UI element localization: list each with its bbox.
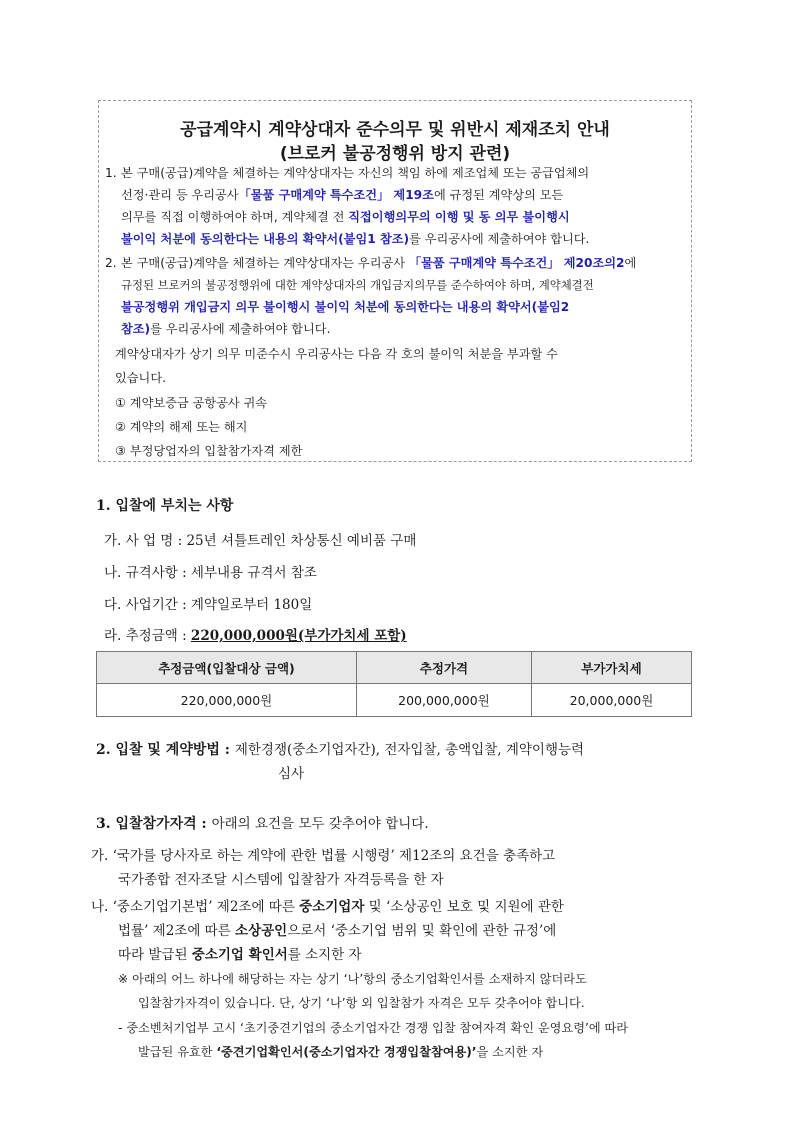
section3-b3-a: 따라 발급된 xyxy=(118,947,192,963)
penalty-3: ③ 부정당업자의 입찰참가자격 제한 xyxy=(115,444,303,458)
item2-line4-b: 를 우리공사에 제출하여야 합니다. xyxy=(150,322,331,336)
penalty-1: ① 계약보증금 공항공사 귀속 xyxy=(115,396,268,410)
item2-number: 2. xyxy=(105,256,117,270)
notice-subtitle: (브로커 불공정행위 방지 관련) xyxy=(279,144,511,164)
section3-b1-a: 나. ‘중소기업기본법’ 제2조에 따른 xyxy=(91,899,300,915)
table-row xyxy=(97,684,692,717)
penalty-2: ② 계약의 해제 또는 해지 xyxy=(115,420,248,434)
section3-item-a-line2: 국가종합 전자조달 시스템에 입찰참가 자격등록을 한 자 xyxy=(118,872,444,888)
table-header: 추정금액(입찰대상 금액) xyxy=(97,652,357,684)
section3-line xyxy=(96,814,429,834)
item1-line4 xyxy=(121,231,589,247)
estimated-amount-label: 라. 추정금액 : xyxy=(104,628,191,644)
section3-item-b-line2 xyxy=(118,921,556,941)
item2-line4-a: 참조) xyxy=(121,322,151,336)
item2-line4 xyxy=(121,321,330,337)
item1-line1: 본 구매(공급)계약을 체결하는 계약상대자는 자신의 책임 하에 제조업체 또는 공급업체의 xyxy=(121,166,590,180)
table-cell: 200,000,000원 xyxy=(356,684,531,717)
dash-line2 xyxy=(138,1043,543,1061)
item1-line3 xyxy=(121,209,570,225)
note-line1: ※ 아래의 어느 하나에 해당하는 자는 상기 ‘나’항의 중소기업확인서를 소재하지 않더라도 xyxy=(118,972,587,986)
table-cell: 220,000,000원 xyxy=(97,684,357,717)
item1-line4-b: 를 우리공사에 제출하여야 합니다. xyxy=(409,232,590,246)
item2-clause-ref: 「물품 구매계약 특수조건」 제20조의2 xyxy=(408,256,625,270)
section2-text: 제한경쟁(중소기업자간), 전자입찰, 총액입찰, 계약이행능력 xyxy=(234,742,585,758)
item1-line2-a: 선정·관리 등 우리공사 xyxy=(121,188,239,202)
dash2-c: 을 소지한 자 xyxy=(476,1045,544,1059)
item1-line2-c: 에 규정된 계약상의 모든 xyxy=(433,188,564,202)
notice-box xyxy=(98,100,692,462)
section1-item-d xyxy=(104,626,407,646)
section3-intro: 아래의 요건을 모두 갖추어야 합니다. xyxy=(211,816,429,832)
section1-title: 1. 입찰에 부치는 사항 xyxy=(96,498,234,514)
dash-line1: - 중소벤처기업부 고시 ‘초기중견기업의 중소기업자간 경쟁 입찰 참여자격 확인 운영요령’에 따라 xyxy=(118,1021,629,1035)
item1-line3-a: 의무를 직접 이행하여야 하며, 계약체결 전 xyxy=(121,210,349,224)
amount-table xyxy=(96,651,692,717)
section2-line1 xyxy=(96,740,584,760)
table-header-row xyxy=(97,652,692,684)
item2-line2: 규정된 브로커의 불공정행위에 대한 계약상대자의 개입금지의무를 준수하여야 하며, 계약체결전 xyxy=(121,278,594,292)
table-header: 추정가격 xyxy=(356,652,531,684)
item1-clause-ref: 「물품 구매계약 특수조건」 제19조 xyxy=(238,188,434,202)
estimated-amount-value: 220,000,000원(부가가치세 포함) xyxy=(190,628,407,644)
item2-line3: 불공정행위 개입금지 의무 불이행시 불이익 처분에 동의한다는 내용의 확약서(붙임2 xyxy=(121,300,570,314)
section3-b3-c: 를 소지한 자 xyxy=(287,947,362,963)
section3-b2-c: 으로서 ‘중소기업 범위 및 확인에 관한 규정’에 xyxy=(287,923,557,939)
section3-title: 3. 입찰참가자격 : xyxy=(96,816,212,832)
section3-b2-a: 법률’ 제2조에 따른 xyxy=(118,923,236,939)
item1-line3-b: 직접이행의무의 이행 및 동 의무 불이행시 xyxy=(348,210,570,224)
section2-title: 2. 입찰 및 계약방법 : xyxy=(96,742,235,758)
item2-line1-c: 에 xyxy=(624,256,637,270)
sme-term: 중소기업자 xyxy=(299,899,365,915)
section3-item-b-line1 xyxy=(91,897,564,917)
item2-line1 xyxy=(121,255,636,271)
midsize-certificate-term: ‘중견기업확인서(중소기업자간 경쟁입찰참여용)’ xyxy=(216,1045,477,1059)
notice-tail-line2: 있습니다. xyxy=(115,371,166,385)
table-header: 부가가치세 xyxy=(531,652,691,684)
item1-line4-a: 불이익 처분에 동의한다는 내용의 확약서(붙임1 참조) xyxy=(121,232,410,246)
notice-tail-line1: 계약상대자가 상기 의무 미준수시 우리공사는 다음 각 호의 불이익 처분을 부과할 수 xyxy=(115,347,558,361)
section3-item-a-line1: 가. ‘국가를 당사자로 하는 계약에 관한 법률 시행령’ 제12조의 요건을 충족하고 xyxy=(91,848,556,864)
small-business-term: 소상공인 xyxy=(235,923,288,939)
note-line2: 입찰참가자격이 있습니다. 단, 상기 ‘나’항 외 입찰참가 자격은 모두 갖추어야 합니다. xyxy=(138,996,585,1010)
section3-item-b-line3 xyxy=(118,945,362,965)
dash2-a: 발급된 유효한 xyxy=(138,1045,217,1059)
section2-text-cont: 심사 xyxy=(278,766,305,782)
item1-line2 xyxy=(121,187,563,203)
section1-item-b: 나. 규격사항 : 세부내용 규격서 참조 xyxy=(104,565,317,581)
notice-title: 공급계약시 계약상대자 준수의무 및 위반시 제재조치 안내 xyxy=(180,120,610,140)
section1-item-c: 다. 사업기간 : 계약일로부터 180일 xyxy=(104,597,313,613)
table-cell: 20,000,000원 xyxy=(531,684,691,717)
item2-line1-a: 본 구매(공급)계약을 체결하는 계약상대자는 우리공사 xyxy=(121,256,409,270)
item1-number: 1. xyxy=(105,166,117,180)
sme-certificate-term: 중소기업 확인서 xyxy=(191,947,288,963)
section1-item-a: 가. 사 업 명 : 25년 셔틀트레인 차상통신 예비품 구매 xyxy=(104,533,417,549)
section3-b1-c: 및 ‘소상공인 보호 및 지원에 관한 xyxy=(364,899,564,915)
